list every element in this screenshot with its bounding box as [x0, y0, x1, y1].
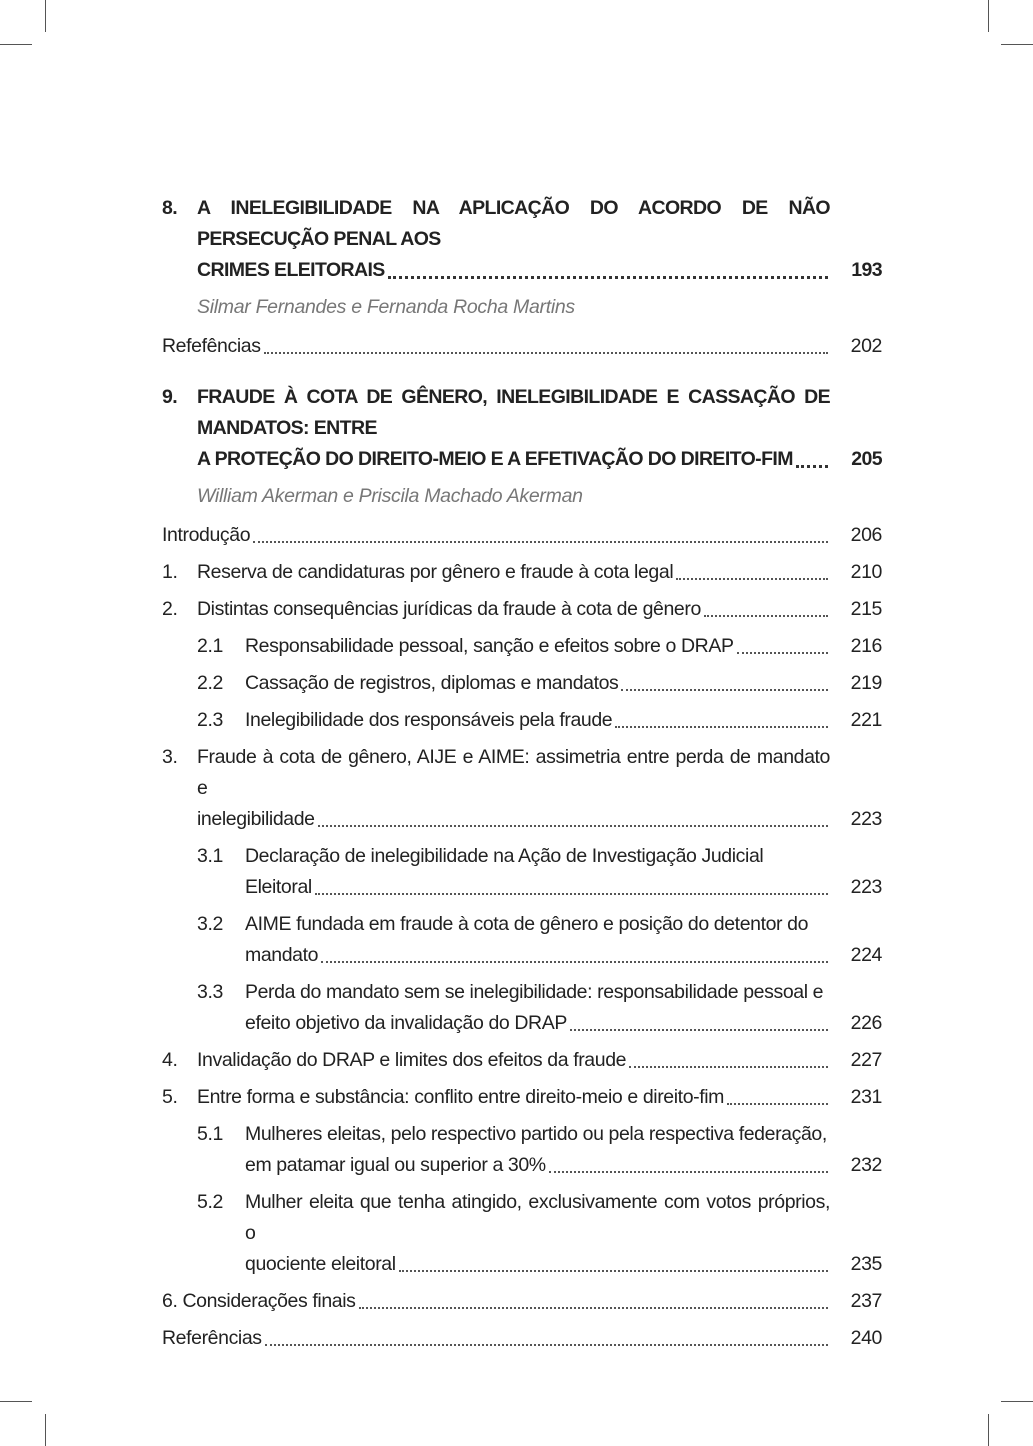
toc-subsection-label: Cassação de registros, diplomas e mandatos	[245, 672, 619, 694]
toc-subsection-text-last	[245, 1150, 830, 1181]
chapter-title-text-last	[197, 255, 830, 286]
chapter-title-page-number: 193	[851, 259, 882, 281]
toc-section-number: 1.	[162, 561, 178, 583]
toc-subsection-text-last	[245, 1008, 830, 1039]
chapter-title-text-last	[197, 444, 830, 475]
toc-subsection-text-line: Perda do mandato sem se inelegibilidade: responsabilidade pessoal e	[245, 981, 824, 1003]
toc-subsection-page-number: 226	[850, 1012, 882, 1034]
toc-section-page-number: 227	[850, 1049, 882, 1071]
toc-subsection-text-last	[245, 872, 830, 903]
toc-section-page-number: 215	[850, 598, 882, 620]
dot-leader	[359, 1307, 829, 1309]
toc-item-text-last	[162, 331, 830, 362]
toc-subsection-text-last	[245, 705, 830, 736]
toc-section-text-line: Fraude à cota de gênero, AIJE e AIME: assimetria entre perda de mandato e	[197, 746, 830, 799]
toc-section-text-last	[197, 1045, 830, 1076]
toc-section-number: 4.	[162, 1049, 178, 1071]
chapter-title-number: 9.	[162, 386, 178, 408]
toc-item[interactable]	[162, 1286, 882, 1317]
toc-subsection-label: em patamar igual ou superior a 30%	[245, 1154, 546, 1176]
dot-leader	[549, 1171, 828, 1173]
toc-section[interactable]	[162, 1045, 882, 1076]
toc-subsection-number: 2.1	[197, 635, 223, 657]
toc-subsection-label: efeito objetivo da invalidação do DRAP	[245, 1012, 567, 1034]
dot-leader	[253, 541, 828, 543]
toc-item-label: Referências	[162, 1327, 262, 1349]
toc-item[interactable]	[162, 1323, 882, 1354]
crop-mark	[45, 1414, 46, 1446]
chapter-authors: William Akerman e Priscila Machado Akerman	[197, 485, 583, 507]
dot-leader	[621, 689, 828, 691]
toc-subsection-label: Eleitoral	[245, 876, 312, 898]
toc-subsection-number: 2.3	[197, 709, 223, 731]
crop-mark	[1001, 1401, 1033, 1402]
chapter-title[interactable]	[162, 382, 882, 475]
toc-subsection[interactable]	[162, 668, 882, 699]
crop-mark	[988, 0, 989, 32]
toc-intro-text-last	[162, 520, 830, 551]
toc-section-page-number: 210	[850, 561, 882, 583]
spacer	[162, 323, 882, 331]
toc-subsection-label: Inelegibilidade dos responsáveis pela fraude	[245, 709, 613, 731]
chapter-title-label: A PROTEÇÃO DO DIREITO-MEIO E A EFETIVAÇÃO DO DIREITO-FIM	[197, 448, 793, 470]
toc-intro-label: Introdução	[162, 524, 251, 546]
toc-subsection-page-number: 221	[850, 709, 882, 731]
toc-subsection[interactable]	[162, 631, 882, 662]
toc-subsection[interactable]	[162, 705, 882, 736]
toc-section-text-last	[197, 1082, 830, 1113]
toc-section-label: Entre forma e substância: conflito entre direito-meio e direito-fim	[197, 1086, 725, 1108]
dot-leader	[321, 961, 828, 963]
toc-section-text-last	[197, 804, 830, 835]
toc-section-page-number: 231	[850, 1086, 882, 1108]
toc-subsection[interactable]	[162, 909, 882, 971]
toc-section-number: 5.	[162, 1086, 178, 1108]
chapter-title-label: CRIMES ELEITORAIS	[197, 259, 385, 281]
dot-leader	[388, 276, 828, 279]
toc-item[interactable]	[162, 331, 882, 362]
toc-subsection-page-number: 219	[850, 672, 882, 694]
toc-subsection-page-number: 235	[850, 1253, 882, 1275]
chapter-authors: Silmar Fernandes e Fernanda Rocha Martins	[197, 296, 575, 318]
toc-item-page-number: 237	[850, 1290, 882, 1312]
toc-subsection-number: 3.2	[197, 913, 223, 935]
toc-item-text-last	[162, 1286, 830, 1317]
toc-item-text-last	[162, 1323, 830, 1354]
toc-subsection[interactable]	[162, 1119, 882, 1181]
toc-subsection-text-last	[245, 1249, 830, 1280]
toc-section-label: Invalidação do DRAP e limites dos efeitos da fraude	[197, 1049, 627, 1071]
toc-section-page-number: 223	[850, 808, 882, 830]
toc-subsection-text-line: Declaração de inelegibilidade na Ação de Investigação Judicial	[245, 845, 764, 867]
dot-leader	[315, 893, 828, 895]
dot-leader	[704, 615, 828, 617]
crop-mark	[0, 44, 32, 45]
toc-subsection-page-number: 216	[850, 635, 882, 657]
toc-subsection-number: 3.3	[197, 981, 223, 1003]
chapter-title-text-line: A INELEGIBILIDADE NA APLICAÇÃO DO ACORDO DE NÃO PERSECUÇÃO PENAL AOS	[197, 197, 830, 250]
toc-item-label: Refefências	[162, 335, 261, 357]
toc-section-label: inelegibilidade	[197, 808, 315, 830]
toc-subsection-page-number: 223	[850, 876, 882, 898]
toc-subsection-text-last	[245, 668, 830, 699]
toc-section-text-last	[197, 557, 830, 588]
chapter-title[interactable]	[162, 193, 882, 286]
toc-section-number: 2.	[162, 598, 178, 620]
toc-section-number: 3.	[162, 746, 178, 768]
toc-subsection-number: 3.1	[197, 845, 223, 867]
dot-leader	[629, 1066, 828, 1068]
dot-leader	[318, 825, 828, 827]
spacer	[162, 512, 882, 520]
dot-leader	[727, 1103, 828, 1105]
toc-subsection-label: Responsabilidade pessoal, sanção e efeitos sobre o DRAP	[245, 635, 734, 657]
crop-mark	[0, 1401, 32, 1402]
dot-leader	[676, 578, 828, 580]
chapter-title-text-line: FRAUDE À COTA DE GÊNERO, INELEGIBILIDADE E CASSAÇÃO DE MANDATOS: ENTRE	[197, 386, 830, 439]
crop-mark	[45, 0, 46, 32]
toc-section-text-last	[197, 594, 830, 625]
toc-item-label: 6. Considerações finais	[162, 1290, 356, 1312]
toc-section[interactable]	[162, 742, 882, 835]
chapter-title-number: 8.	[162, 197, 178, 219]
crop-mark	[988, 1414, 989, 1446]
toc-item-page-number: 202	[850, 335, 882, 357]
dot-leader	[615, 726, 828, 728]
toc-subsection-text-line: Mulher eleita que tenha atingido, exclusivamente com votos próprios, o	[245, 1191, 830, 1244]
toc-item-page-number: 240	[850, 1327, 882, 1349]
toc-subsection[interactable]	[162, 977, 882, 1039]
toc-subsection-text-last	[245, 631, 830, 662]
chapter-title-page-number: 205	[851, 448, 882, 470]
toc-subsection-page-number: 224	[850, 944, 882, 966]
toc-section-label: Distintas consequências jurídicas da fraude à cota de gênero	[197, 598, 701, 620]
toc-subsection-page-number: 232	[850, 1154, 882, 1176]
toc-subsection-label: mandato	[245, 944, 319, 966]
toc-section[interactable]	[162, 1082, 882, 1113]
crop-mark	[1001, 44, 1033, 45]
toc-subsection-text-last	[245, 940, 830, 971]
toc-subsection-number: 5.1	[197, 1123, 223, 1145]
dot-leader	[399, 1270, 828, 1272]
toc-subsection-number: 2.2	[197, 672, 223, 694]
dot-leader	[264, 352, 828, 354]
dot-leader	[570, 1029, 828, 1031]
toc-section[interactable]	[162, 594, 882, 625]
dot-leader	[796, 465, 828, 468]
toc-intro-page-number: 206	[850, 524, 882, 546]
toc-subsection-text-line: AIME fundada em fraude à cota de gênero e posição do detentor do	[245, 913, 809, 935]
dot-leader	[265, 1344, 828, 1346]
toc-subsection-number: 5.2	[197, 1191, 223, 1213]
toc-subsection-text-line: Mulheres eleitas, pelo respectivo partido ou pela respectiva federação,	[245, 1123, 827, 1145]
toc-subsection[interactable]	[162, 841, 882, 903]
toc-section[interactable]	[162, 557, 882, 588]
dot-leader	[737, 652, 828, 654]
toc-intro[interactable]	[162, 520, 882, 551]
toc-section-label: Reserva de candidaturas por gênero e fraude à cota legal	[197, 561, 674, 583]
table-of-contents	[162, 193, 882, 1360]
toc-subsection[interactable]	[162, 1187, 882, 1280]
toc-subsection-label: quociente eleitoral	[245, 1253, 396, 1275]
spacer	[162, 1354, 882, 1360]
spacer	[162, 362, 882, 382]
